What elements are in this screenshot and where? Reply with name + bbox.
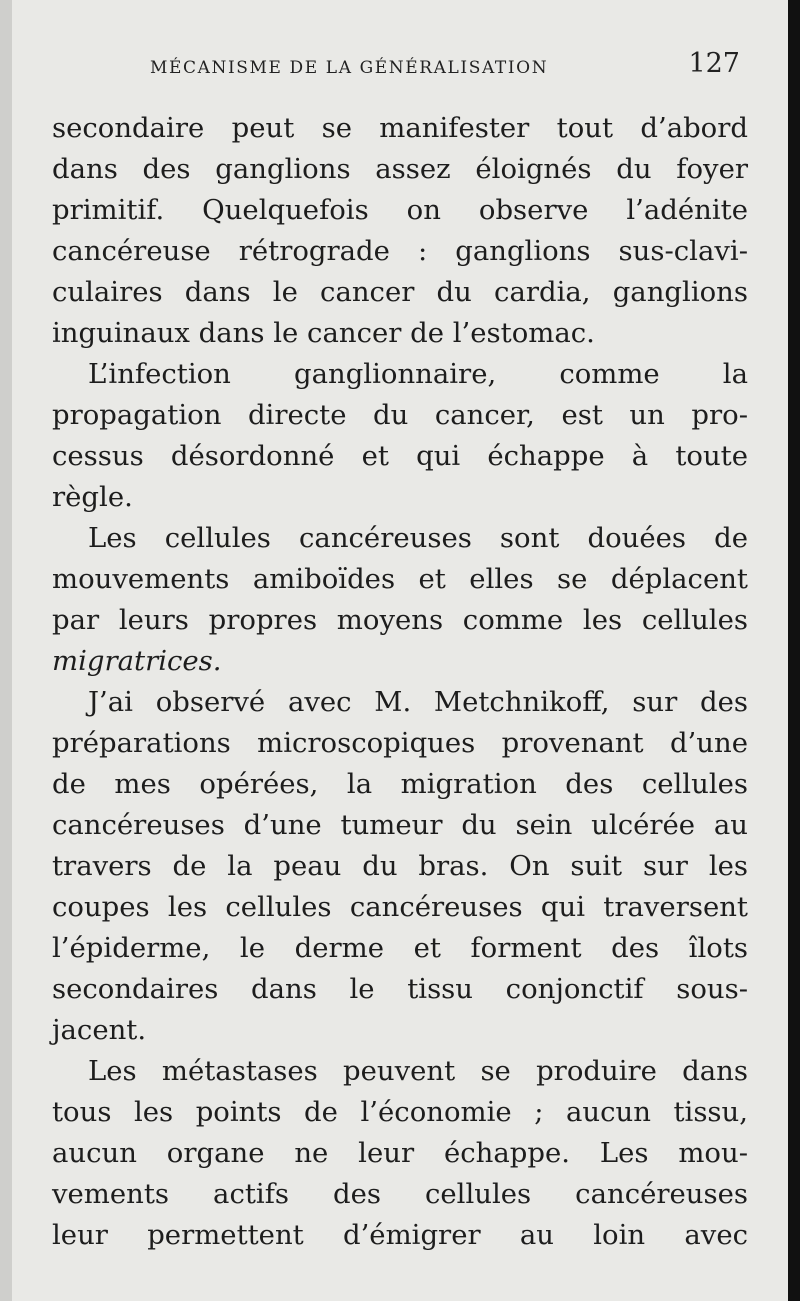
text-line: l’épiderme, le derme et forment des îlots — [52, 932, 748, 964]
text-line: règle. — [52, 481, 133, 513]
text-line: secondaire peut se manifester tout d’abord — [52, 112, 748, 144]
text-line: propagation directe du cancer, est un pro- — [52, 399, 748, 431]
text-line: cessus désordonné et qui échappe à toute — [52, 440, 748, 472]
text-line: Les cellules cancéreuses sont douées de — [88, 522, 748, 554]
text-line: inguinaux dans le cancer de l’estomac. — [52, 317, 595, 349]
text-line: dans des ganglions assez éloignés du foyer — [52, 153, 748, 185]
running-title: MÉCANISME DE LA GÉNÉRALISATION — [150, 58, 549, 78]
text-line: J’ai observé avec M. Metchnikoff, sur des — [88, 686, 748, 718]
text-line: cancéreuse rétrograde : ganglions sus-clavi- — [52, 235, 748, 267]
page-number: 127 — [688, 48, 740, 79]
body-text — [52, 108, 748, 1256]
text-line: aucun organe ne leur échappe. Les mou- — [52, 1137, 748, 1169]
book-page — [12, 0, 788, 1301]
text-line: cancéreuses d’une tumeur du sein ulcérée au — [52, 809, 748, 841]
text-line: tous les points de l’économie ; aucun tissu, — [52, 1096, 748, 1128]
text-line: migratrices. — [52, 645, 222, 677]
text-line: Les métastases peuvent se produire dans — [88, 1055, 748, 1087]
text-line: de mes opérées, la migration des cellules — [52, 768, 748, 800]
text-line: jacent. — [52, 1014, 147, 1046]
text-line: par leurs propres moyens comme les cellules — [52, 604, 748, 636]
text-line: leur permettent d’émigrer au loin avec — [52, 1219, 748, 1251]
scan-edge-right — [788, 0, 800, 1301]
text-line: travers de la peau du bras. On suit sur les — [52, 850, 748, 882]
text-line: préparations microscopiques provenant d’une — [52, 727, 748, 759]
text-line: culaires dans le cancer du cardia, ganglions — [52, 276, 748, 308]
text-line: secondaires dans le tissu conjonctif sous- — [52, 973, 748, 1005]
text-line: vements actifs des cellules cancéreuses — [52, 1178, 748, 1210]
text-line: L’infection ganglionnaire, comme la — [88, 358, 748, 390]
text-line: primitif. Quelquefois on observe l’adénite — [52, 194, 748, 226]
text-line: coupes les cellules cancéreuses qui traversent — [52, 891, 748, 923]
running-header — [52, 48, 748, 84]
text-line: mouvements amiboïdes et elles se déplacent — [52, 563, 748, 595]
scan-edge-left — [0, 0, 12, 1301]
